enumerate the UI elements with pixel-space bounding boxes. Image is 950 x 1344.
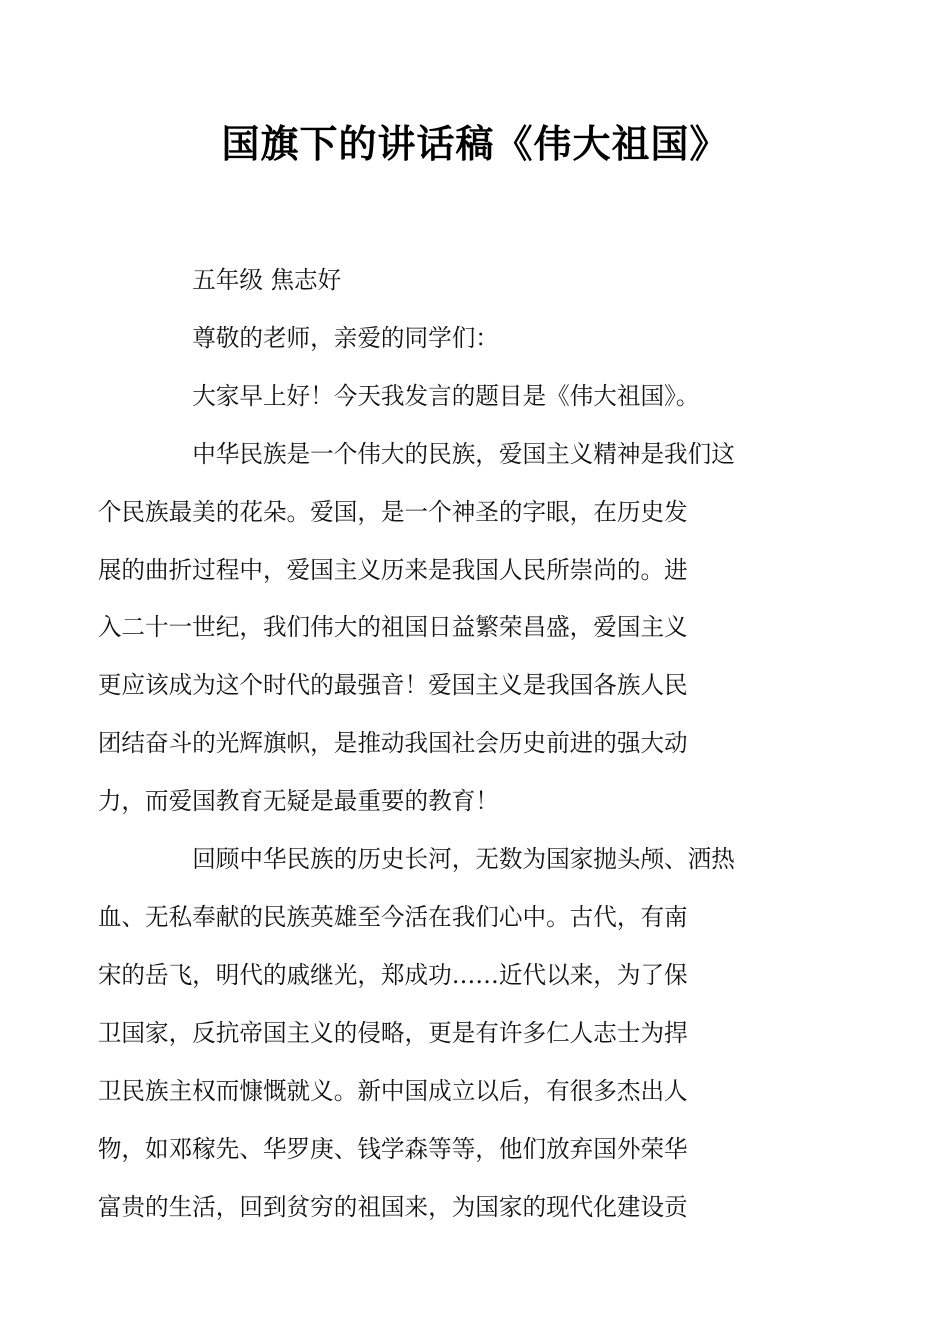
- paragraph-line: 物，如邓稼先、华罗庚、钱学森等等，他们放弃国外荣华: [97, 1134, 688, 1163]
- paragraph-line: 富贵的生活，回到贫穷的祖国来，为国家的现代化建设贡: [97, 1192, 688, 1221]
- paragraph-line: 入二十一世纪，我们伟大的祖国日益繁荣昌盛，爱国主义: [97, 613, 688, 642]
- paragraph-line: 卫民族主权而慷慨就义。新中国成立以后，有很多杰出人: [97, 1076, 688, 1105]
- greeting: 大家早上好！今天我发言的题目是《伟大祖国》。: [192, 381, 700, 410]
- paragraph-line: 个民族最美的花朵。爱国，是一个神圣的字眼，在历史发: [97, 497, 688, 526]
- paragraph-line: 中华民族是一个伟大的民族，爱国主义精神是我们这: [192, 439, 735, 468]
- paragraph-2: [97, 831, 807, 1236]
- author-line: 五年级 焦志好: [192, 266, 342, 294]
- document-body: [97, 252, 807, 1236]
- paragraph-line: 宋的岳飞，明代的戚继光，郑成功……近代以来，为了保: [97, 960, 688, 989]
- paragraph-line: 力，而爱国教育无疑是最重要的教育！: [97, 787, 499, 816]
- document-title: 国旗下的讲话稿《伟大祖国》: [221, 122, 729, 166]
- paragraph-line: 团结奋斗的光辉旗帜，是推动我国社会历史前进的强大动: [97, 729, 688, 758]
- salutation: 尊敬的老师，亲爱的同学们：: [192, 323, 499, 352]
- paragraph-line: 回顾中华民族的历史长河，无数为国家抛头颅、洒热: [192, 845, 735, 874]
- paragraph-line: 展的曲折过程中，爱国主义历来是我国人民所崇尚的。进: [97, 555, 688, 584]
- paragraph-line: 血、无私奉献的民族英雄至今活在我们心中。古代，有南: [97, 902, 688, 931]
- paragraph-line: 卫国家，反抗帝国主义的侵略，更是有许多仁人志士为捍: [97, 1018, 688, 1047]
- paragraph-line: 更应该成为这个时代的最强音！爱国主义是我国各族人民: [97, 671, 688, 700]
- paragraph-1: [97, 426, 807, 831]
